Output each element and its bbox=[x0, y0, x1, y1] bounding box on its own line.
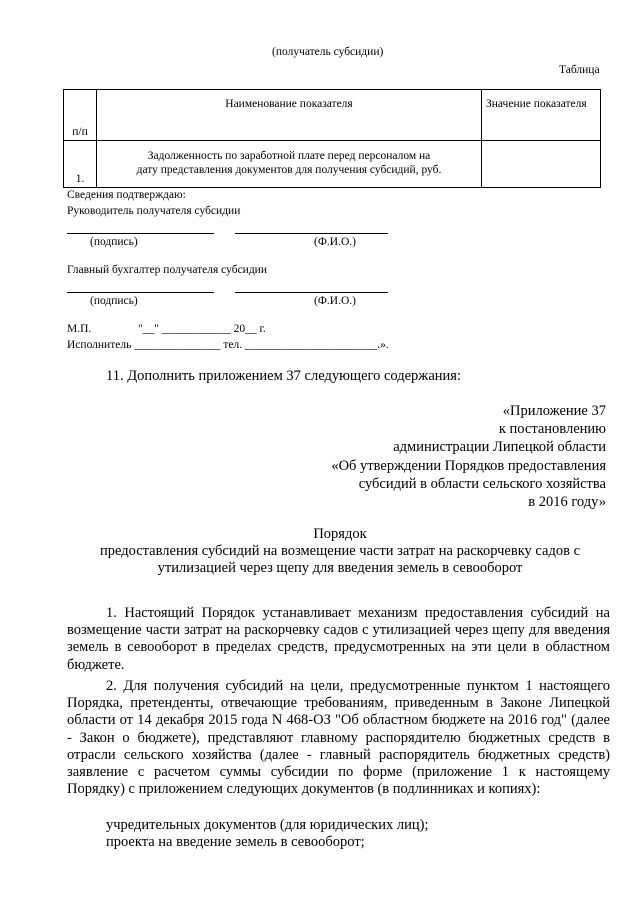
appendix-line: к постановлению bbox=[498, 421, 606, 438]
accountant-signature-caption: (подпись) bbox=[90, 295, 138, 307]
appendix-block bbox=[331, 402, 606, 511]
confirm-text: Сведения подтверждаю: bbox=[67, 189, 186, 201]
table-row bbox=[64, 141, 601, 188]
accountant-fio-line bbox=[235, 292, 388, 293]
head-signature-caption: (подпись) bbox=[90, 236, 138, 248]
order-subtitle-line1: предоставления субсидий на возмещение части затрат на раскорчевку садов с bbox=[99, 543, 581, 559]
table-label: Таблица bbox=[559, 64, 600, 76]
head-signature-line bbox=[67, 233, 214, 234]
list-item: проекта на введение земель в севооборот; bbox=[106, 834, 365, 850]
row-name-line2: дату представления документов для получения субсидий, руб. bbox=[136, 164, 442, 176]
instruction-text: 11. Дополнить приложением 37 следующего содержания: bbox=[106, 368, 461, 384]
stamp-place: М.П. bbox=[67, 323, 92, 335]
recipient-caption: (получатель субсидии) bbox=[272, 46, 384, 58]
accountant-signature-line bbox=[67, 292, 214, 293]
accountant-fio-caption: (Ф.И.О.) bbox=[314, 295, 356, 307]
head-fio-line bbox=[235, 233, 388, 234]
appendix-line: администрации Липецкой области bbox=[393, 439, 606, 456]
accountant-title: Главный бухгалтер получателя субсидии bbox=[67, 264, 267, 276]
date-line: "__" ____________ 20__ г. bbox=[138, 323, 266, 335]
header-num: п/п bbox=[64, 90, 97, 141]
row-value bbox=[482, 141, 601, 188]
appendix-line: «Приложение 37 bbox=[502, 403, 606, 419]
row-name bbox=[97, 141, 482, 188]
head-fio-caption: (Ф.И.О.) bbox=[314, 236, 356, 248]
appendix-line: «Об утверждении Порядков предоставления bbox=[331, 457, 606, 474]
table-header-row bbox=[64, 90, 601, 141]
order-subtitle-line2: утилизацией через щепу для введения земель в севооборот bbox=[157, 560, 523, 576]
header-value: Значение показателя bbox=[482, 90, 601, 141]
appendix-line: в 2016 году» bbox=[528, 494, 606, 511]
executor-line: Исполнитель _______________ тел. _______________________.». bbox=[67, 339, 389, 351]
list-item: учредительных документов (для юридических лиц); bbox=[106, 817, 429, 833]
paragraph-1: 1. Настоящий Порядок устанавливает механизм предоставления субсидий на возмещение части затрат на раскорчевку садов с утилизацией через щепу для введения земель в севооборот в пределах средств, предусмотренных на эти цели в областном бюджете. bbox=[67, 605, 610, 673]
header-name: Наименование показателя bbox=[97, 90, 482, 141]
paragraph-2: 2. Для получения субсидий на цели, предусмотренные пунктом 1 настоящего Порядка, претенденты, отвечающие требованиям, приведенным в Законе Липецкой области от 14 декабря 2015 года N 468-ОЗ "Об областном бюджете на 2016 год" (далее - Закон о бюджете), представляют главному распорядителю бюджетных средств в отрасли сельского хозяйства (далее - главный распорядитель бюджетных средств) заявление с расчетом суммы субсидии по форме (приложение 1 к настоящему Порядку) с приложением следующих документов (в подлинниках и копиях): bbox=[67, 678, 610, 798]
indicators-table bbox=[63, 89, 601, 188]
appendix-line: субсидий в области сельского хозяйства bbox=[358, 475, 606, 492]
row-name-line1: Задолженность по заработной плате перед персоналом на bbox=[147, 150, 431, 162]
row-num: 1. bbox=[64, 141, 97, 188]
head-title: Руководитель получателя субсидии bbox=[67, 205, 241, 217]
order-title: Порядок bbox=[313, 526, 367, 542]
